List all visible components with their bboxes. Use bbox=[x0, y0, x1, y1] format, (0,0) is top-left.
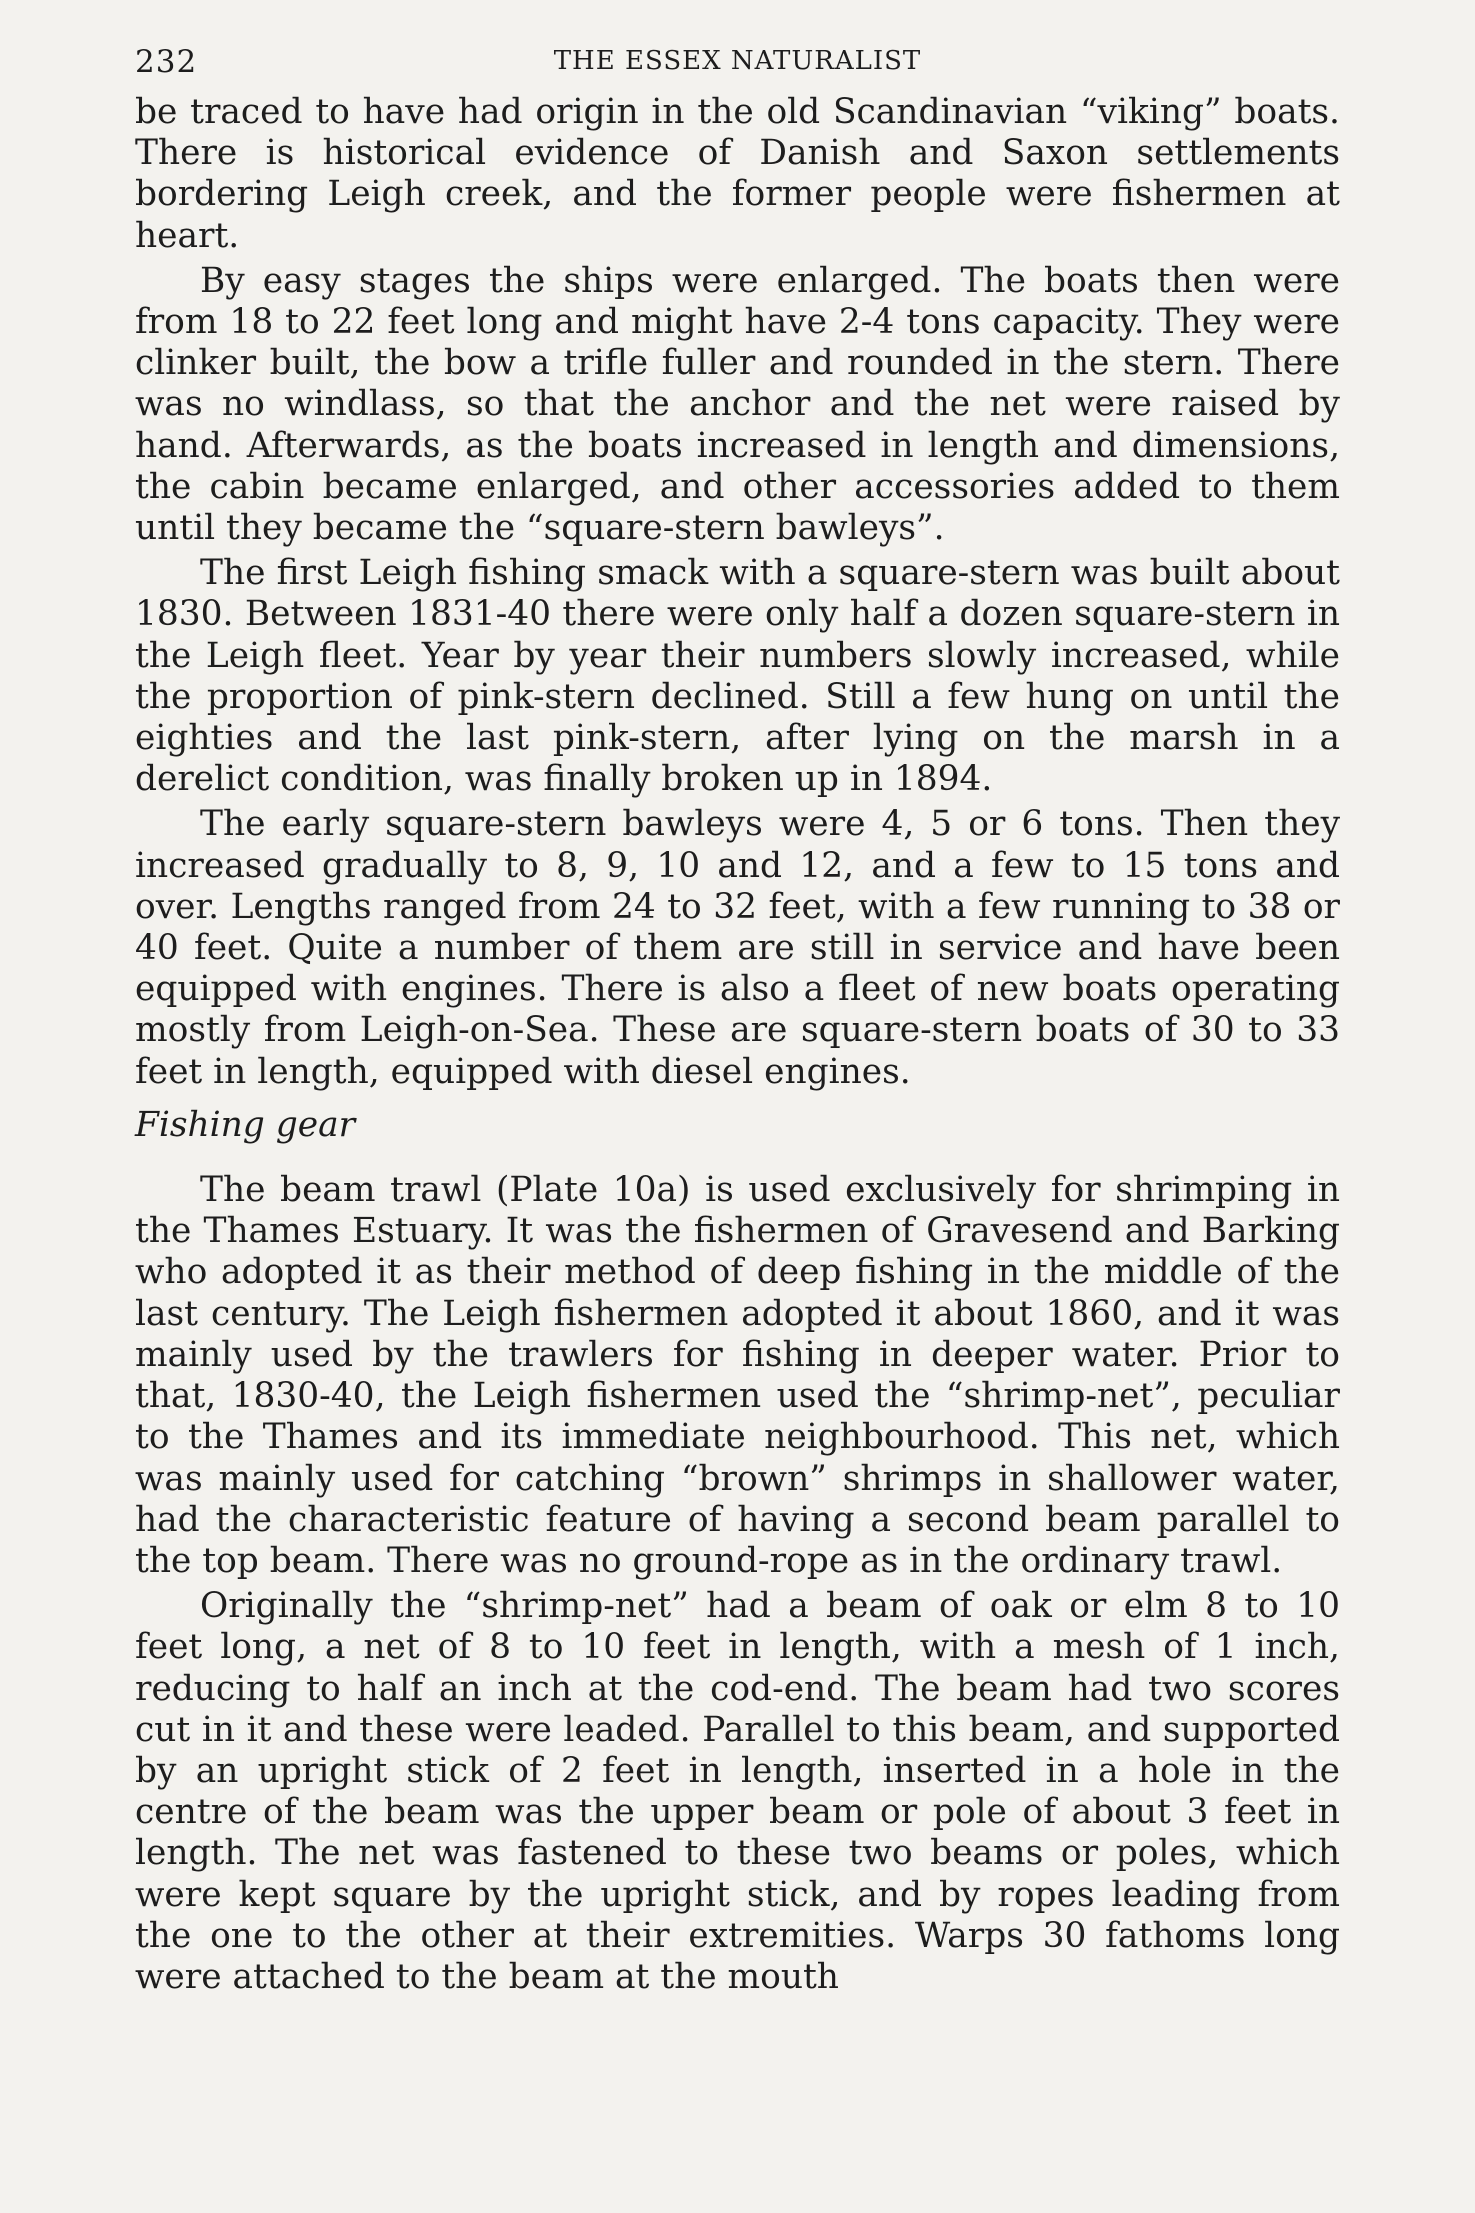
running-title: THE ESSEX NATURALIST bbox=[553, 46, 922, 76]
paragraph-1: be traced to have had origin in the old Scandinavian “viking” boats. There is historical evidence of Danish and Saxon settlements bordering Leigh creek, and the former people were fishermen at heart. bbox=[135, 92, 1340, 256]
paragraph-2: By easy stages the ships were enlarged. The boats then were from 18 to 22 feet long and might have 2-4 tons capacity. They were clinker built, the bow a trifle fuller and rounded in the stern. There was no windlass, so that the anchor and the net were raised by hand. Afterwards, as the boats increased in length and dimensions, the cabin became enlarged, and other accessories added to them until they became the “square-stern bawleys”. bbox=[135, 260, 1340, 549]
paragraph-3: The first Leigh fishing smack with a square-stern was built about 1830. Between 1831-40 there were only half a dozen square-stern in the Leigh fleet. Year by year their numbers slowly increased, while the proportion of pink-stern declined. Still a few hung on until the eighties and the last pink-stern, after lying on the marsh in a derelict condition, was finally broken up in 1894. bbox=[135, 553, 1340, 800]
page-header bbox=[135, 36, 1340, 92]
section-paragraph-2: Originally the “shrimp-net” had a beam of oak or elm 8 to 10 feet long, a net of 8 to 10 feet in length, with a mesh of 1 inch, reducing to half an inch at the cod-end. The beam had two scores cut in it and these were leaded. Parallel to this beam, and supported by an upright stick of 2 feet in length, inserted in a hole in the centre of the beam was the upper beam or pole of about 3 feet in length. The net was fastened to these two beams or poles, which were kept square by the upright stick, and by ropes leading from the one to the other at their extremities. Warps 30 fathoms long were attached to the beam at the mouth bbox=[135, 1586, 1340, 1997]
page-number: 232 bbox=[135, 44, 198, 80]
section-heading: Fishing gear bbox=[135, 1104, 356, 1145]
section-paragraph-1: The beam trawl (Plate 10a) is used exclusively for shrimping in the Thames Estuary. It was the fishermen of Gravesend and Barking who adopted it as their method of deep fishing in the middle of the last century. The Leigh fishermen adopted it about 1860, and it was mainly used by the trawlers for fishing in deeper water. Prior to that, 1830-40, the Leigh fishermen used the “shrimp-net”, peculiar to the Thames and its immediate neighbourhood. This net, which was mainly used for catching “brown” shrimps in shallower water, had the characteristic feature of having a second beam parallel to the top beam. There was no ground-rope as in the ordinary trawl. bbox=[135, 1170, 1340, 1581]
document-page bbox=[135, 36, 1340, 1998]
body-text bbox=[135, 92, 1340, 1998]
paragraph-4: The early square-stern bawleys were 4, 5 or 6 tons. Then they increased gradually to 8, 9, 10 and 12, and a few to 15 tons and over. Lengths ranged from 24 to 32 feet, with a few running to 38 or 40 feet. Quite a number of them are still in service and have been equipped with engines. There is also a fleet of new boats operating mostly from Leigh-on-Sea. These are square-stern boats of 30 to 33 feet in length, equipped with diesel engines. bbox=[135, 804, 1340, 1092]
